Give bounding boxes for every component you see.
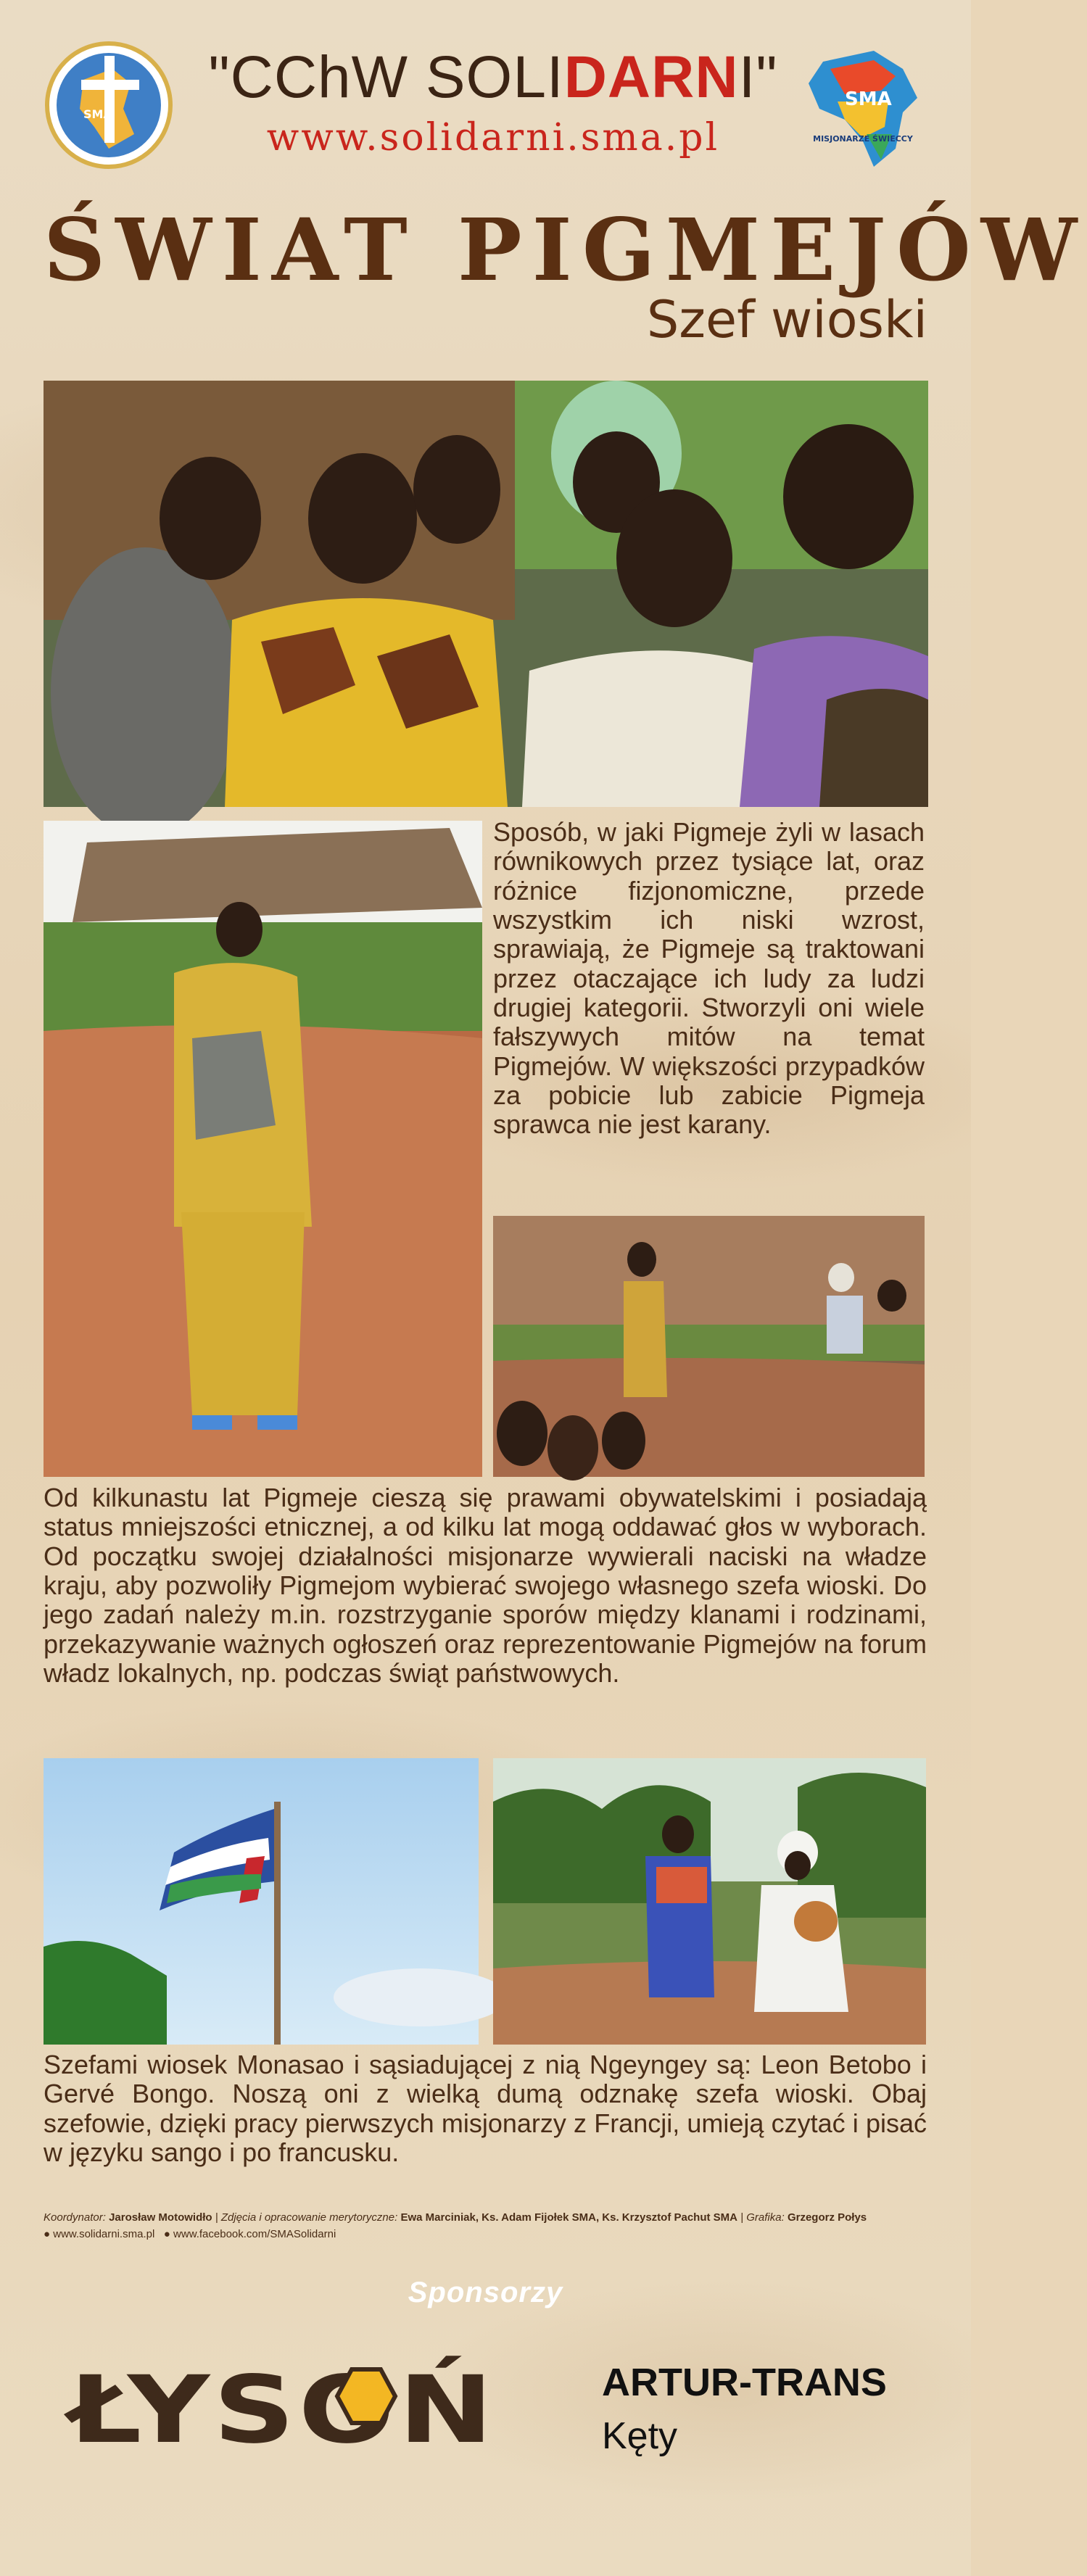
globe-icon: ● bbox=[44, 2228, 51, 2240]
credits-line bbox=[44, 2211, 928, 2224]
sma-right-logo-caption: MISJONARZE ŚWIECCY bbox=[813, 134, 913, 144]
paragraph-1: Sposób, w jaki Pigmeje żyli w lasach równikowych przez tysiące lat, oraz różnice fizjonomiczne, przede wszystkim ich niski wzrost, sprawiają, że Pigmeje są traktowani przez otaczające ich ludy za ludzi drugiej kategorii. Stworzyli oni wiele fałszywych mitów na temat Pigmejów. W większości przypadków za pobicie lub zabicie Pigmeja sprawca nie jest karany. bbox=[493, 817, 925, 1140]
photo-flag bbox=[44, 1758, 479, 2045]
org-title-start: "CChW SOLI bbox=[208, 44, 564, 110]
main-title: ŚWIAT PIGMEJÓW bbox=[44, 199, 1087, 300]
photos-authors: Ewa Marciniak, Ks. Adam Fijołek SMA, Ks. Krzysztof Pachut SMA bbox=[400, 2211, 737, 2224]
coordinator-label: Koordynator: bbox=[44, 2211, 106, 2224]
graphics-author: Grzegorz Połys bbox=[787, 2211, 867, 2224]
sponsor-artur-trans: ARTUR-TRANS bbox=[602, 2361, 887, 2404]
photo-chief-and-wife bbox=[493, 1758, 926, 2045]
facebook-link[interactable]: www.facebook.com/SMASolidarni bbox=[173, 2228, 336, 2240]
site-link[interactable]: www.solidarni.sma.pl bbox=[53, 2228, 155, 2240]
photos-label: Zdjęcia i opracowanie merytoryczne: bbox=[220, 2211, 398, 2224]
sma-right-logo-text: SMA bbox=[845, 88, 892, 110]
org-title-accent: DARN bbox=[563, 44, 739, 110]
graphics-label: Grafika: bbox=[746, 2211, 785, 2224]
sma-left-logo-text: SMA bbox=[83, 107, 112, 121]
photo-standing-chief bbox=[44, 821, 482, 1477]
lyson-logo bbox=[69, 2356, 497, 2464]
org-title-end: I" bbox=[738, 44, 778, 110]
lyson-logo-text: ŁYSOŃ bbox=[69, 2356, 420, 2464]
photo-village-meeting bbox=[493, 1216, 925, 1477]
sma-africa-logo bbox=[794, 40, 932, 170]
photo-group-of-men bbox=[44, 381, 928, 807]
org-title bbox=[181, 44, 805, 112]
paragraph-3: Szefami wiosek Monasao i sąsiadującej z nią Ngeyngey są: Leon Betobo i Gervé Bongo. Noszą oni z wielką dumą odznakę szefa wioski. Obaj szefowie, dzięki pracy pierwszych misjonarzy z Francji, umieją czytać i pisać w języku sango i po francusku. bbox=[44, 2050, 927, 2167]
paragraph-2: Od kilkunastu lat Pigmeje cieszą się prawami obywatelskimi i posiadają status mniejszości etnicznej, a od kilku lat mogą oddawać głos w wyborach. Od początku swojej działalności misjonarze wywierali naciski na władze kraju, aby pozwoliły Pigmejom wybierać swojego własnego szefa wioski. Do jego zadań należy m.in. rozstrzyganie sporów między klanami i rodzinami, przekazywanie ważnych ogłoszeń oraz reprezentowanie Pigmejów na forum władz lokalnych, np. podczas świąt państwowych. bbox=[44, 1483, 927, 1688]
facebook-icon: ● bbox=[163, 2228, 170, 2240]
coordinator-name: Jarosław Motowidło bbox=[109, 2211, 212, 2224]
sub-title: Szef wioski bbox=[646, 290, 927, 349]
separator: | bbox=[740, 2211, 747, 2224]
separator: | bbox=[215, 2211, 221, 2224]
sponsors-label: Sponsorzy bbox=[408, 2277, 563, 2308]
links-line bbox=[44, 2228, 336, 2240]
sma-globe-logo bbox=[44, 40, 174, 170]
org-url: www.solidarni.sma.pl bbox=[266, 116, 720, 160]
sponsor-city: Kęty bbox=[602, 2415, 678, 2457]
